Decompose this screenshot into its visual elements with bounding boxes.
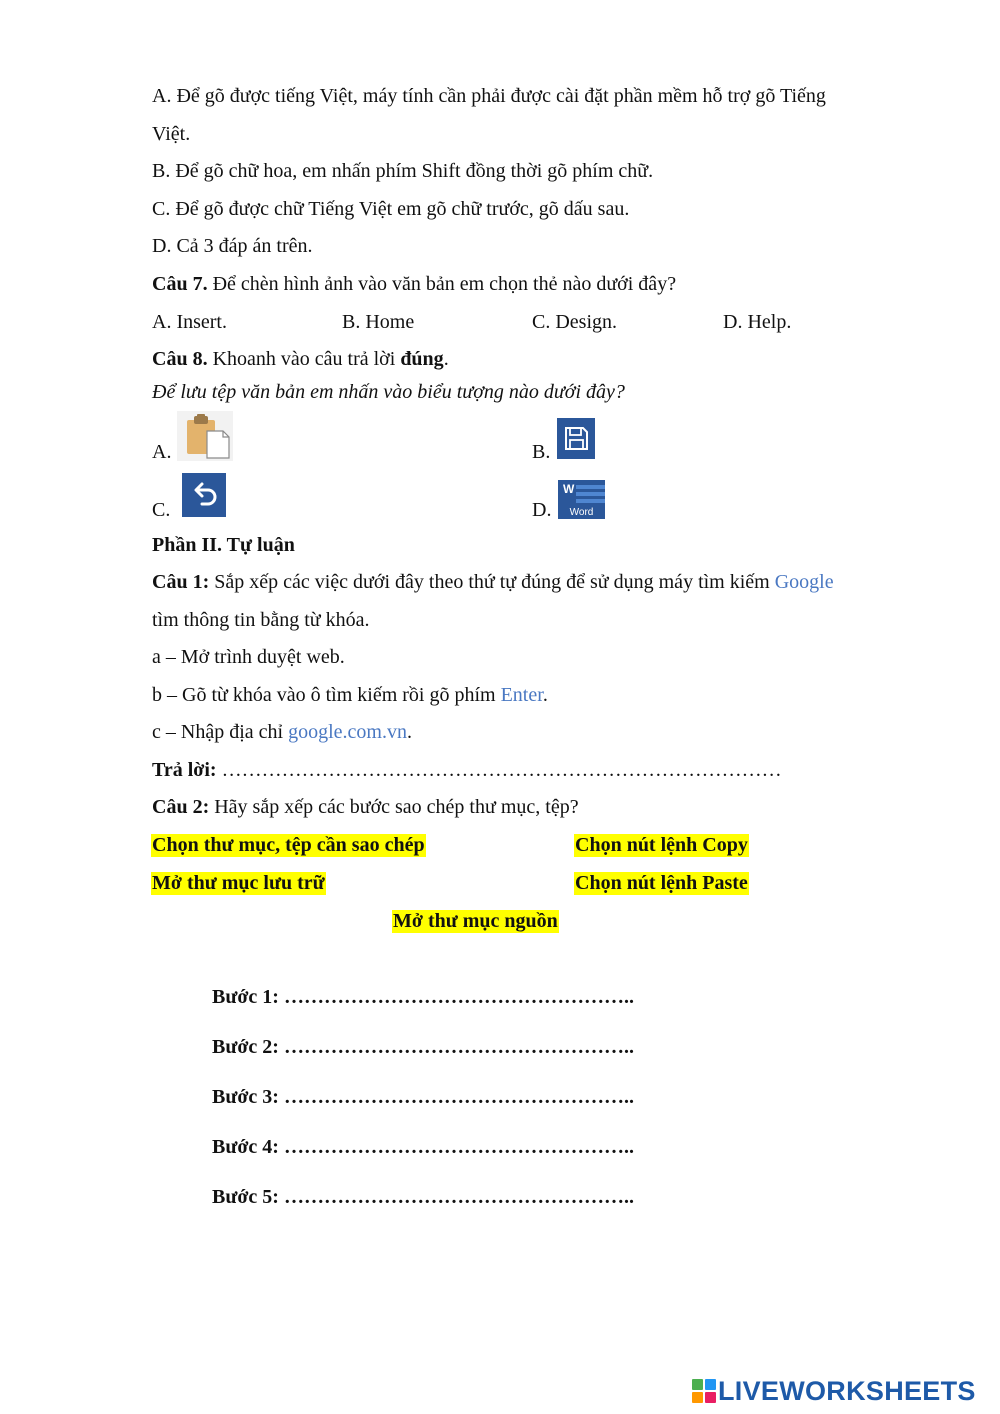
q8-option-b-label: B. [532, 441, 551, 463]
q6-option-b: B. Để gõ chữ hoa, em nhấn phím Shift đồng thời gõ phím chữ. [152, 160, 654, 182]
q8-prompt: Để lưu tệp văn bản em nhấn vào biểu tượng nào dưới đây? [152, 381, 625, 403]
google-url-link[interactable]: google.com.vn [288, 721, 407, 743]
q7-option-a[interactable]: A. Insert. [152, 311, 227, 333]
step-5[interactable]: Bước 5: …………………………………………….. [212, 1186, 634, 1208]
essay2-label: Câu 2: [152, 796, 210, 818]
step-3[interactable]: Bước 3: …………………………………………….. [212, 1086, 634, 1108]
q6-option-a-line1: A. Để gõ được tiếng Việt, máy tính cần phải được cài đặt phần mềm hỗ trợ gõ Tiếng [152, 85, 826, 107]
q6-option-a-line2: Việt. [152, 123, 191, 145]
essay1-question [152, 571, 834, 594]
q7-option-c[interactable]: C. Design. [532, 311, 617, 333]
step-1[interactable]: Bước 1: …………………………………………….. [212, 986, 634, 1008]
card-open-source[interactable]: Mở thư mục nguồn [393, 910, 558, 932]
q7-option-d[interactable]: D. Help. [723, 311, 792, 333]
card-open-destination[interactable]: Mở thư mục lưu trữ [152, 872, 325, 894]
q7-option-b[interactable]: B. Home [342, 311, 415, 333]
step-2[interactable]: Bước 2: …………………………………………….. [212, 1036, 634, 1058]
liveworksheets-logo-icon [692, 1379, 716, 1403]
undo-icon[interactable] [182, 473, 226, 517]
essay2-text: Hãy sắp xếp các bước sao chép thư mục, tệp? [209, 796, 579, 818]
liveworksheets-logo [692, 1376, 976, 1406]
word-icon-letter: W [563, 482, 575, 496]
q6-option-c: C. Để gõ được chữ Tiếng Việt em gõ chữ trước, gõ dấu sau. [152, 198, 630, 220]
essay1-item-b [152, 684, 548, 707]
essay1-item-a: a – Mở trình duyệt web. [152, 646, 345, 668]
q7-label: Câu 7. [152, 273, 208, 295]
answer-dots: ………………………………………………………………………… [216, 759, 782, 781]
q8-option-d-label: D. [532, 499, 552, 521]
essay1-item-b-end: . [542, 684, 548, 706]
card-copy-command[interactable]: Chọn nút lệnh Copy [575, 834, 748, 856]
essay1-item-c-text: c – Nhập địa chỉ [152, 721, 289, 743]
paste-icon[interactable] [177, 411, 233, 461]
word-icon[interactable] [558, 480, 605, 519]
essay1-question-line2: tìm thông tin bằng từ khóa. [152, 609, 370, 631]
q6-option-d: D. Cả 3 đáp án trên. [152, 235, 313, 257]
save-icon[interactable] [557, 418, 595, 459]
q7-text: Để chèn hình ảnh vào văn bản em chọn thẻ nào dưới đây? [207, 273, 677, 295]
card-select-folder[interactable]: Chọn thư mục, tệp cần sao chép [152, 834, 425, 856]
q8-question [152, 348, 449, 371]
q7-question [152, 273, 676, 296]
essay1-item-b-text: b – Gõ từ khóa vào ô tìm kiếm rồi gõ phím [152, 684, 501, 706]
liveworksheets-logo-text: LIVEWORKSHEETS [718, 1375, 976, 1406]
q8-label: Câu 8. [152, 348, 208, 370]
card-paste-command[interactable]: Chọn nút lệnh Paste [575, 872, 748, 894]
part2-title: Phần II. Tự luận [152, 534, 295, 556]
step-4[interactable]: Bước 4: …………………………………………….. [212, 1136, 634, 1158]
essay2-question [152, 796, 579, 819]
answer-label: Trả lời: [152, 759, 217, 781]
essay1-answer[interactable] [152, 759, 782, 782]
essay1-item-c-end: . [406, 721, 412, 743]
q8-option-c-label: C. [152, 499, 171, 521]
essay1-label: Câu 1: [152, 571, 210, 593]
q8-text-end: . [443, 348, 449, 370]
enter-key-link[interactable]: Enter [500, 684, 543, 706]
essay1-item-c [152, 721, 412, 744]
google-link[interactable]: Google [774, 571, 834, 593]
q8-text-bold: đúng [400, 348, 444, 370]
q8-option-a-label: A. [152, 441, 172, 463]
q8-text: Khoanh vào câu trả lời [207, 348, 401, 370]
word-icon-label: Word [569, 507, 594, 518]
essay1-text: Sắp xếp các việc dưới đây theo thứ tự đúng để sử dụng máy tìm kiếm [209, 571, 775, 593]
